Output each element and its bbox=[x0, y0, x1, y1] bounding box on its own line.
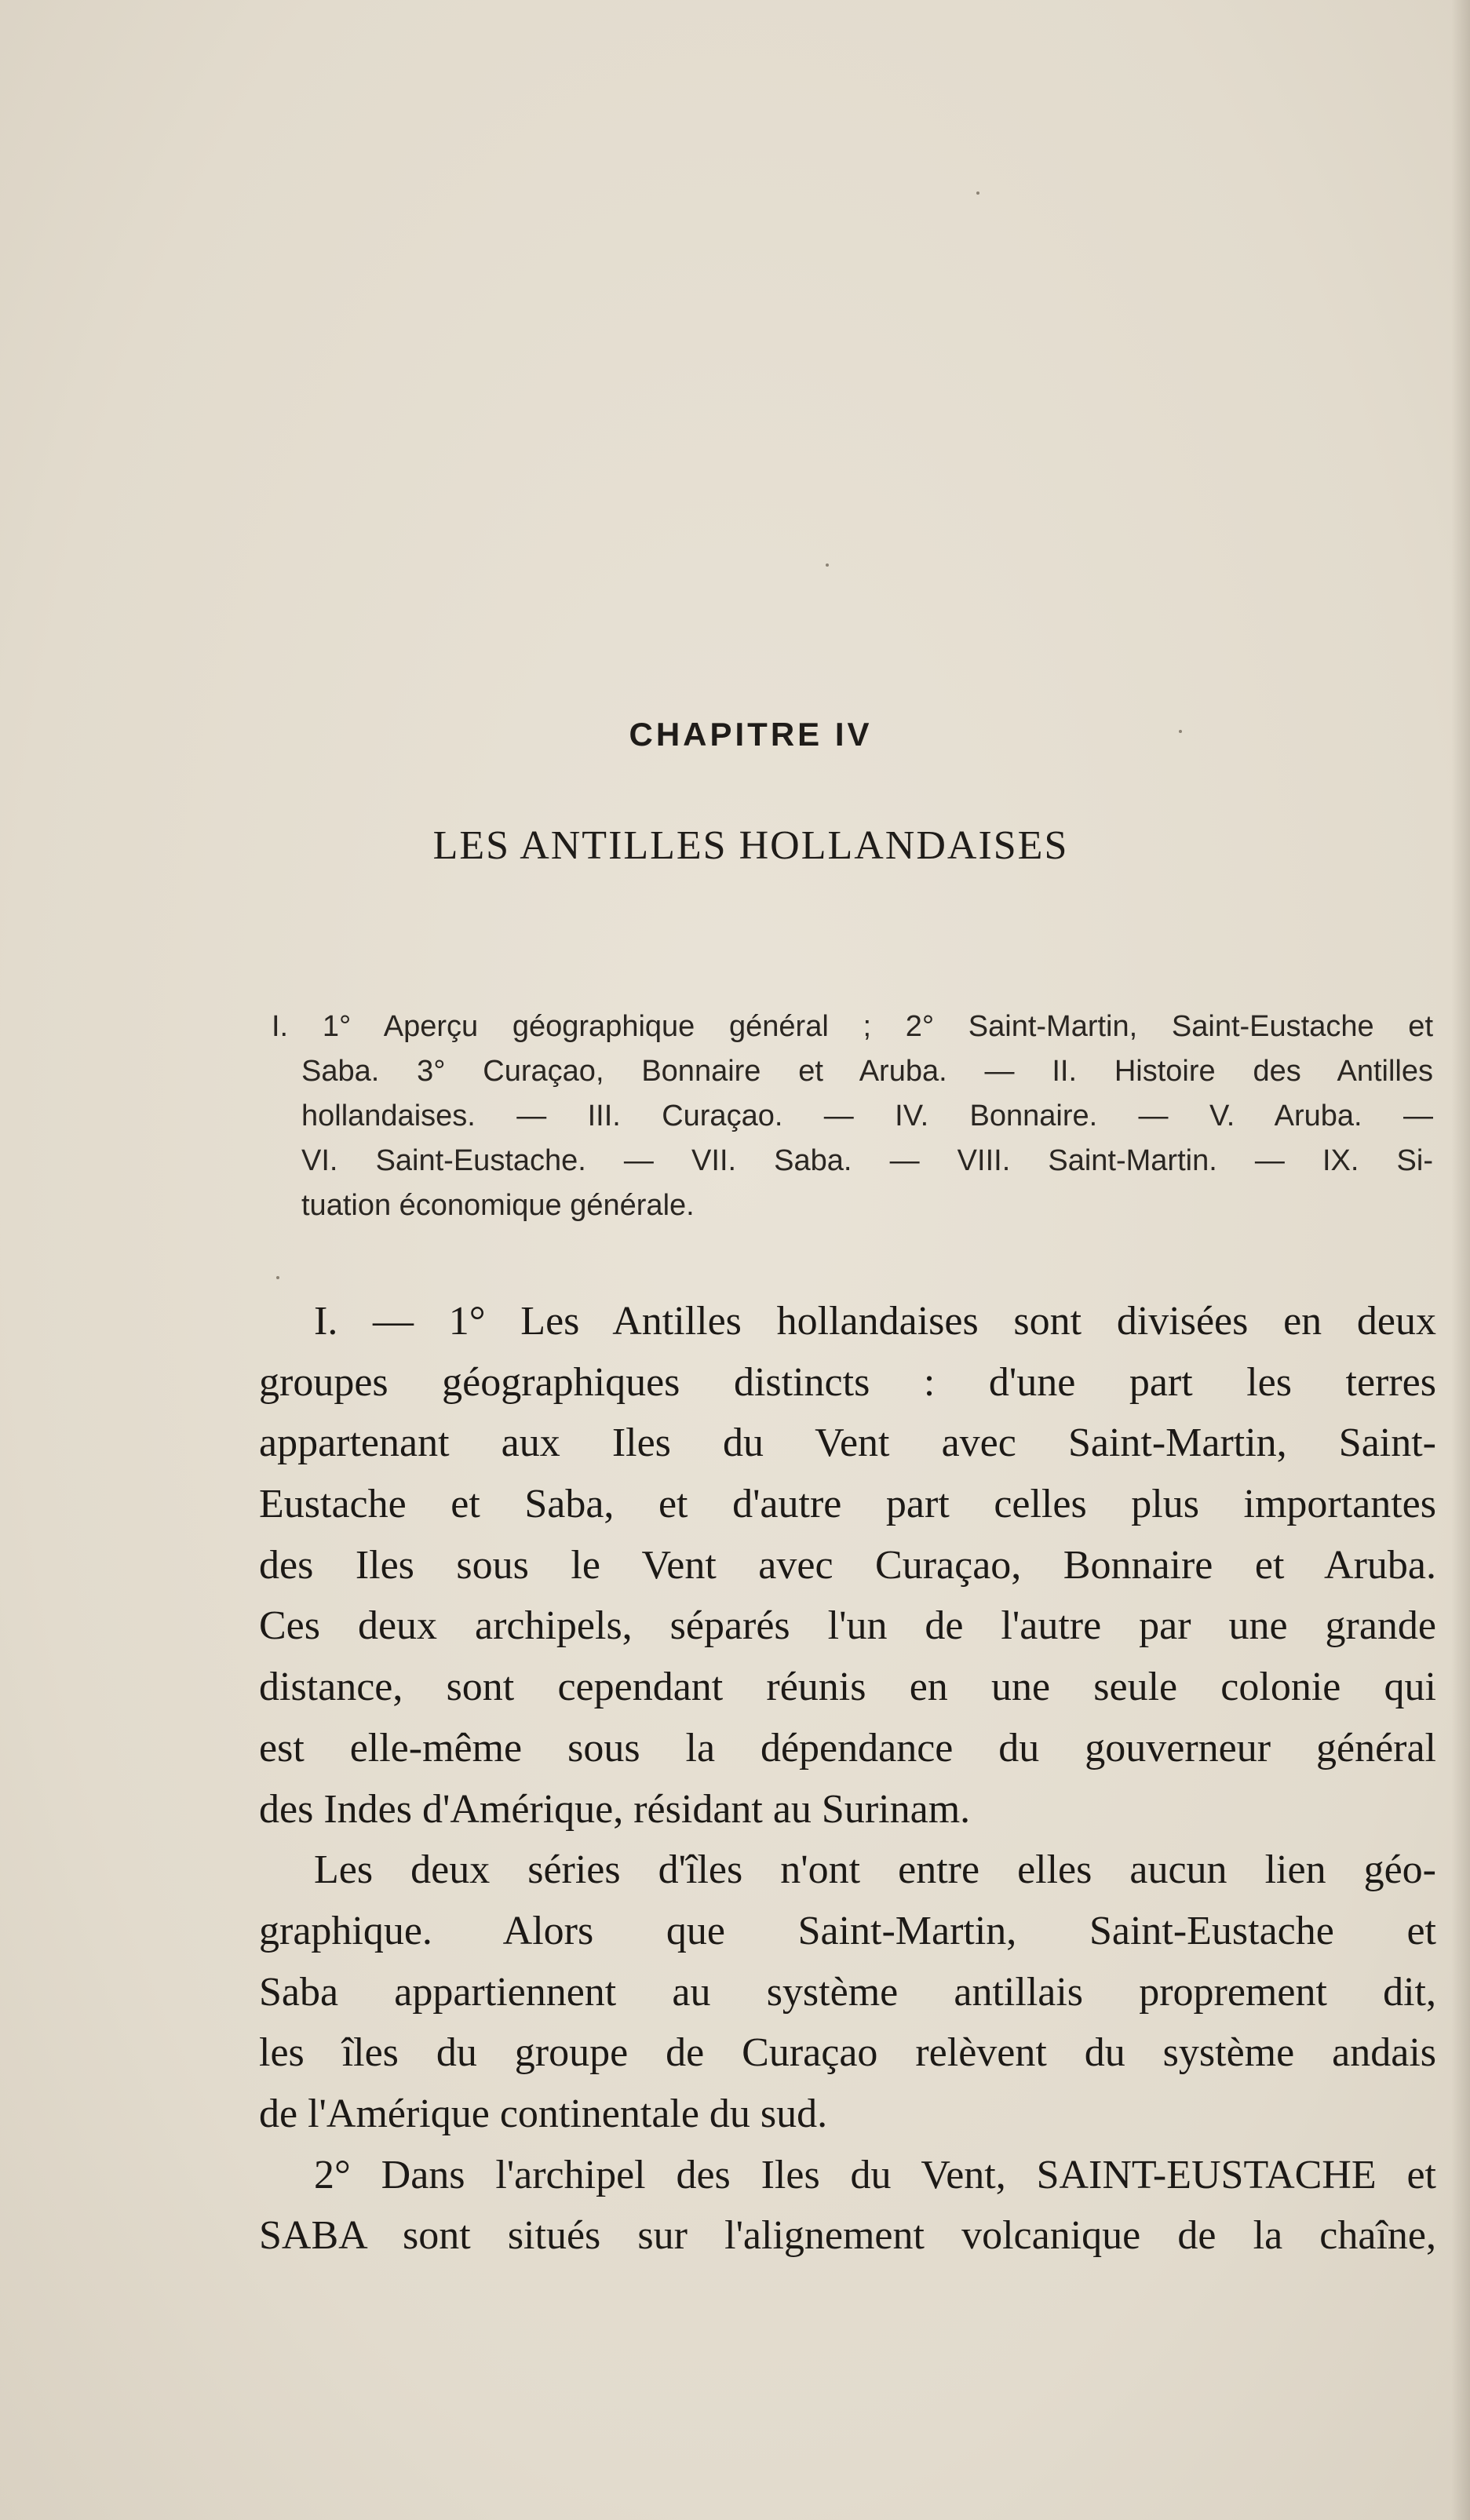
summary-line: Saba. 3° Curaçao, Bonnaire et Aruba. — II. Histoire des Antilles bbox=[301, 1055, 1433, 1088]
body-line: I. — 1° Les Antilles hollandaises sont divisées en deux bbox=[314, 1299, 1436, 1344]
body-line: des Indes d'Amérique, résidant au Surinam. bbox=[259, 1786, 971, 1832]
body-line: graphique. Alors que Saint-Martin, Saint-Eustache et bbox=[259, 1908, 1436, 1953]
chapter-summary bbox=[272, 1005, 1433, 1228]
body-line: des Iles sous le Vent avec Curaçao, Bonnaire et Aruba. bbox=[259, 1542, 1436, 1588]
paper-speck bbox=[276, 1276, 279, 1279]
paper-speck bbox=[826, 563, 829, 567]
summary-line: VI. Saint-Eustache. — VII. Saba. — VIII. Saint-Martin. — IX. Si- bbox=[301, 1144, 1433, 1177]
body-line: SABA sont situés sur l'alignement volcanique de la chaîne, bbox=[259, 2213, 1436, 2259]
body-text bbox=[259, 1291, 1436, 2267]
body-line: distance, sont cependant réunis en une seule colonie qui bbox=[259, 1665, 1436, 1710]
body-line: 2° Dans l'archipel des Iles du Vent, SAINT-EUSTACHE et bbox=[314, 2152, 1436, 2197]
body-line: groupes géographiques distincts : d'une part les terres bbox=[259, 1359, 1436, 1405]
summary-line: tuation économique générale. bbox=[301, 1189, 695, 1222]
summary-line: hollandaises. — III. Curaçao. — IV. Bonnaire. — V. Aruba. — bbox=[301, 1100, 1433, 1132]
summary-line: I. 1° Aperçu géographique général ; 2° Saint-Martin, Saint-Eustache et bbox=[272, 1010, 1433, 1043]
body-line: Eustache et Saba, et d'autre part celles plus importantes bbox=[259, 1482, 1436, 1527]
chapter-title: LES ANTILLES HOLLANDAISES bbox=[432, 823, 1069, 868]
body-line: de l'Amérique continentale du sud. bbox=[259, 2091, 828, 2136]
body-line: Ces deux archipels, séparés l'un de l'autre par une grande bbox=[259, 1603, 1436, 1649]
body-line: les îles du groupe de Curaçao relèvent du système andais bbox=[259, 2030, 1436, 2076]
body-line: Les deux séries d'îles n'ont entre elles aucun lien géo- bbox=[314, 1847, 1436, 1893]
paper-speck bbox=[976, 191, 979, 195]
chapter-label: CHAPITRE IV bbox=[629, 716, 873, 753]
body-line: est elle-même sous la dépendance du gouverneur général bbox=[259, 1725, 1436, 1771]
body-line: appartenant aux Iles du Vent avec Saint-Martin, Saint- bbox=[259, 1420, 1436, 1466]
page-edge-shadow bbox=[1451, 0, 1470, 2520]
body-line: Saba appartiennent au système antillais proprement dit, bbox=[259, 1969, 1436, 2015]
